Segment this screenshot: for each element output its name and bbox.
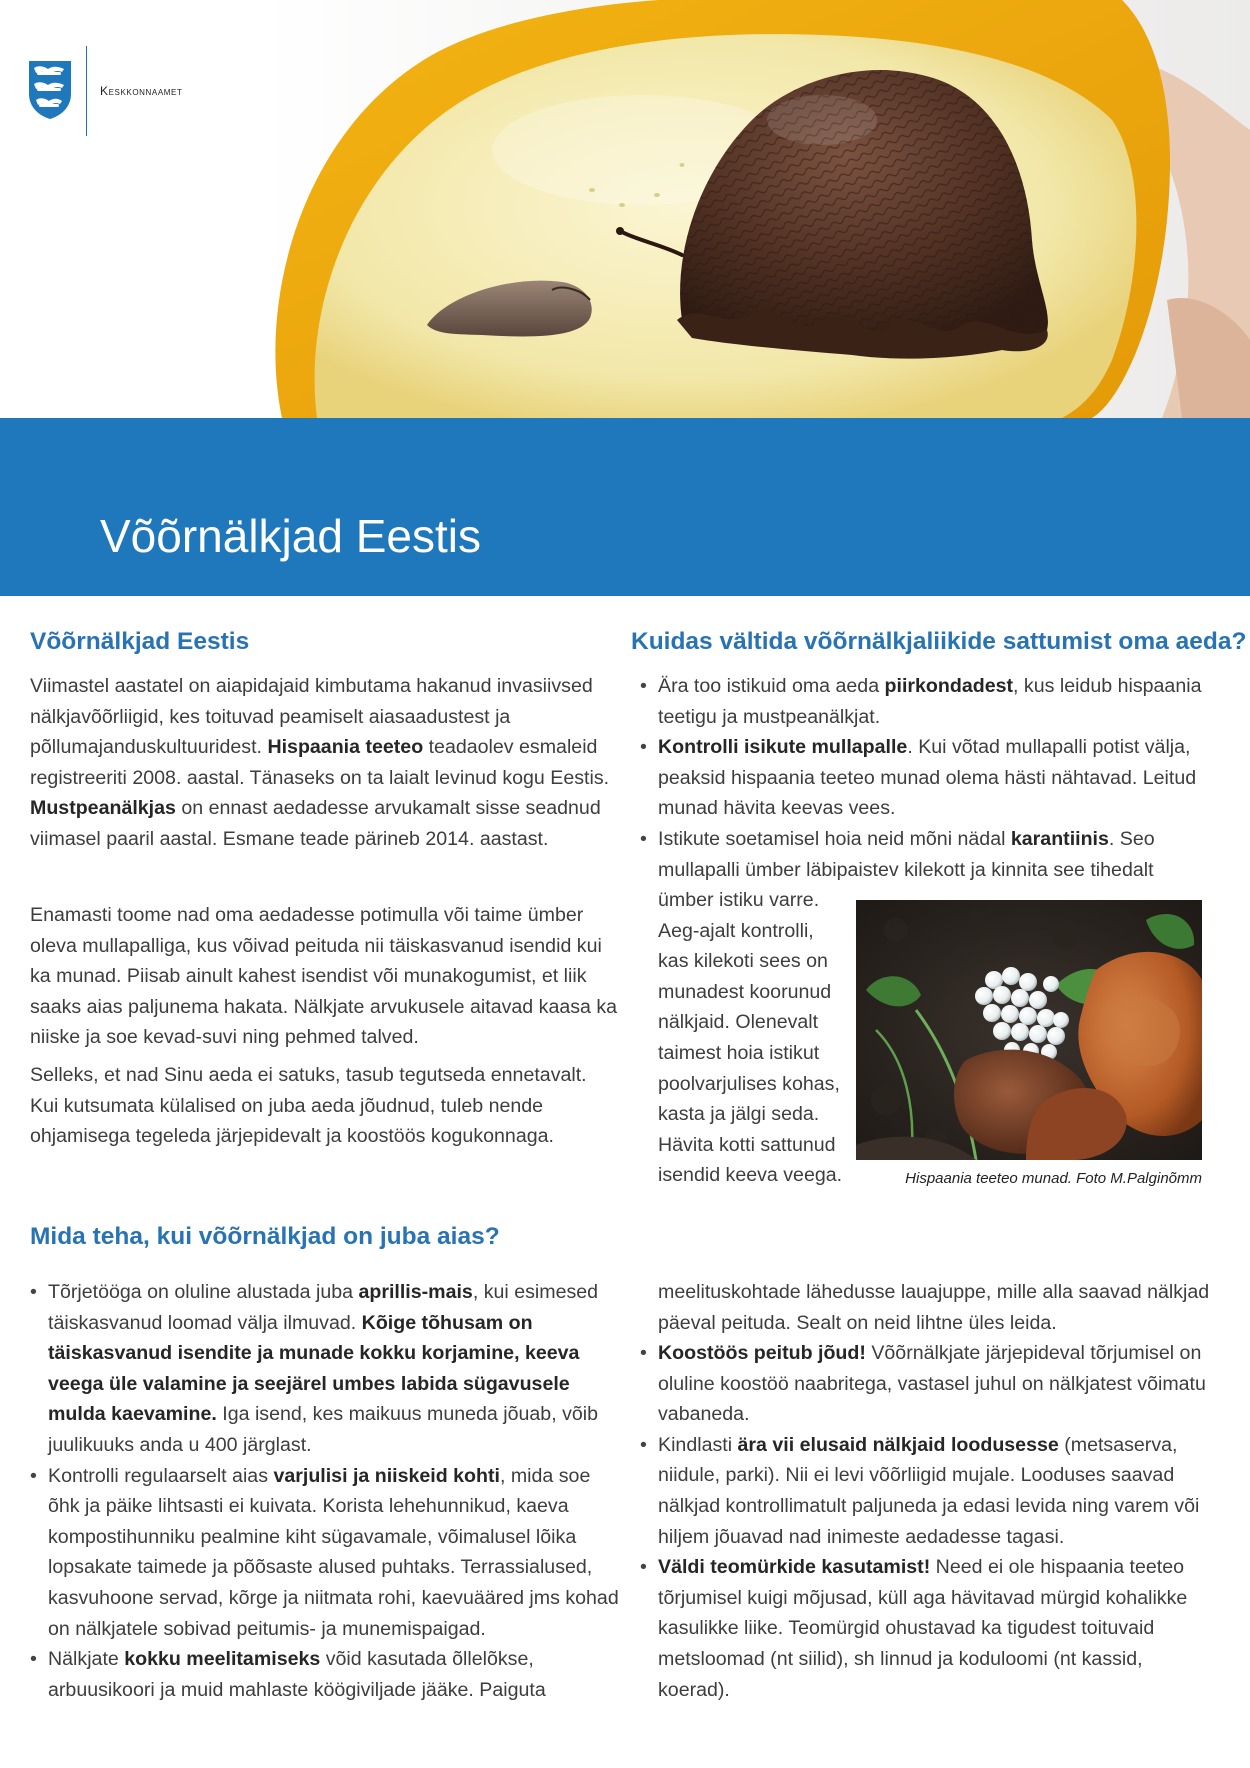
intro-paragraph-3: Selleks, et nad Sinu aeda ei satuks, tasub tegutseda ennetavalt. Kui kutsumata külalised on juba aeda jõudnud, tuleb nende ohjamisega tegeleda järjepidevalt ja koostöös kogukonnaga. (30, 1064, 587, 1148)
text-run: . Seo mullapalli ümber läbipaistev kilekott ja kinnita see tihedalt (658, 827, 1155, 881)
section-heading-control: Mida teha, kui võõrnälkjad on juba aias? (30, 1223, 500, 1250)
page-title: Võõrnälkjad Eestis (100, 509, 481, 562)
slug-eggs-photo (856, 900, 1202, 1160)
bold-text-run: Hispaania teeteo (267, 736, 424, 759)
title-banner (0, 418, 1250, 596)
hero-slug-photo (262, 0, 1250, 418)
intro-paragraph-2: Enamasti toome nad oma aedadesse potimulla või taime ümber oleva mullapalliga, kus võivad peituda nii täiskasvanud isendid kui ka munad. Piisab ainult kahest isendist või munakogumist, et liik saaks aias paljunema hakata. Nälkjate arvukusele aitavad kaasa ka niiske ja soe kevad-suvi ning pehmed talved. (30, 904, 618, 1049)
bold-text-run: Koostöös peitub jõud! (658, 1342, 866, 1364)
control-list-right (640, 1338, 1218, 1705)
text-run: on ennast aedadesse arvukamalt sisse seadnud viimasel paaril aastal. Esmane teade pärineb 2014. aastast. (30, 797, 601, 850)
list-item (30, 1644, 620, 1705)
control-list-continuation: meelituskohtade lähedusse lauajuppe, mille alla saavad nälkjad päeval peituda. Sealt on neid lihtne üles leida. (658, 1281, 1210, 1334)
text-run: teadaolev esmaleid registreeriti 2008. aastal. Tänaseks on ta laialt levinud kogu Eestis. (30, 736, 610, 789)
agency-name: Keskkonnaamet (100, 84, 183, 98)
text-run: (metsaserva, niidule, parki). Nii ei levi võõrliigid mujale. Looduses saavad nälkjad kontrollimatult paljuneda ja edasi levida ning varem või hiljem jõuavad nad inimeste aedadesse tagasi. (658, 1433, 1200, 1548)
text-run: Viimastel aastatel on aiapidajaid kimbutama hakanud invasiivsed nälkjavõõrliigid, kes toituvad peamiselt aiasaadustest ja põllumajanduskultuuridest. (30, 675, 593, 759)
page-header (0, 0, 1250, 418)
bold-text-run: Mustpeanälkjas (30, 797, 176, 820)
list-item (30, 1461, 620, 1645)
text-run: Kindlasti (658, 1433, 738, 1456)
prevention-list (640, 671, 1215, 885)
wrap-line: taimest hoia istikut (658, 1041, 820, 1064)
list-item (640, 671, 1215, 732)
text-run: Võõrnälkjate järjepideval tõrjumisel on oluline koostöö naabritega, vastasel juhul on nälkjatest võimatu vabaneda. (658, 1342, 1206, 1426)
wrap-line: kasta ja jälgi seda. (658, 1103, 820, 1126)
text-run: , kui esimesed täiskasvanud loomad välja ilmuvad. (48, 1281, 599, 1334)
wrap-line: nälkjaid. Olenevalt (658, 1011, 819, 1034)
text-run: Istikute soetamisel hoia neid mõni nädal (658, 827, 1011, 850)
text-run: Nälkjate (48, 1648, 125, 1671)
wrap-line: kas kilekoti sees on (658, 950, 828, 973)
bold-text-run: ära vii elusaid nälkjaid loodusesse (737, 1433, 1059, 1456)
list-item (640, 824, 1215, 885)
bold-text-run: piirkondadest (884, 675, 1014, 697)
prevention-wrap-text (658, 885, 858, 1191)
text-run: . Kui võtad mullapalli potist välja, peaksid hispaania teeteo munad olema hästi nähtavad. Leitud munad hävita keevas vees. (658, 736, 1197, 820)
text-run: Kontrolli regulaarselt aias (48, 1464, 274, 1487)
wrap-line: Aeg-ajalt kontrolli, (658, 919, 814, 942)
text-run: Ära too istikuid oma aeda (658, 675, 885, 697)
list-item (640, 1338, 1218, 1430)
section-heading-prevention: Kuidas vältida võõrnälkjaliikide sattumist oma aeda? (631, 628, 1247, 655)
bold-text-run: Kõige tõhusam on täiskasvanud isendite ja munade kokku korjamine, keeva veega üle valamine ja seejärel umbes labida sügavusele mulda kaevamine. (48, 1311, 580, 1426)
text-run: võid kasutada õllelõkse, arbuusikoori ja muid mahlaste köögiviljade jääke. Paiguta (48, 1648, 546, 1701)
wrap-line: ümber istiku varre. (658, 889, 820, 911)
bold-text-run: Kontrolli isikute mullapalle (658, 736, 908, 759)
list-item (640, 1552, 1218, 1705)
control-list-left (30, 1277, 620, 1705)
bold-text-run: Väldi teomürkide kasutamist! (658, 1556, 931, 1579)
list-item (30, 1277, 620, 1461)
section-heading-intro: Võõrnälkjad Eestis (30, 628, 250, 655)
bold-text-run: varjulisi ja niiskeid kohti (273, 1464, 500, 1487)
wrap-line: munadest koorunud (658, 980, 832, 1003)
wrap-line: poolvarjulises kohas, (658, 1072, 840, 1095)
text-run: Tõrjetööga on oluline alustada juba (48, 1281, 359, 1303)
list-item (640, 732, 1215, 824)
text-run: Need ei ole hispaania teeteo tõrjumisel kuigi mõjusad, küll aga hävitavad mürgid kohalikke kasulikke liike. Teomürgid ohustavad ka tigudest toituvaid metsloomad (nt siilid), sh linnud ja koduloomi (nt kassid, koerad). (658, 1556, 1188, 1701)
text-run: , mida soe õhk ja päike lihtsasti ei kuivata. Korista lehehunnikud, kaeva kompostihunniku pealmine kiht sügavamale, võimalusel lõika lopsakate taimede ja põõsaste alused puhtaks. Terrassialused, kasvuhoone servad, kõrge ja niitmata rohi, kaevuääred jms kohad on nälkjatele sobivad peitumis- ja munemispaigad. (48, 1464, 619, 1640)
bold-text-run: karantiinis (1010, 827, 1109, 850)
bold-text-run: aprillis-mais (358, 1281, 473, 1303)
intro-paragraph-1 (30, 671, 620, 855)
text-run: Iga isend, kes maikuus muneda jõuab, võib juulikuuks anda u 400 järglast. (48, 1403, 599, 1456)
photo-caption: Hispaania teeteo munad. Foto M.Palginõmm (905, 1170, 1202, 1187)
text-run: , kus leidub hispaania teetigu ja mustpeanälkjat. (658, 675, 1202, 728)
coat-of-arms-icon (28, 60, 72, 120)
logo-divider (86, 46, 87, 136)
wrap-line: Hävita kotti sattunud (658, 1133, 836, 1156)
wrap-line: isendid keeva veega. (658, 1164, 843, 1187)
bold-text-run: kokku meelitamiseks (124, 1648, 321, 1671)
list-item (640, 1430, 1218, 1552)
